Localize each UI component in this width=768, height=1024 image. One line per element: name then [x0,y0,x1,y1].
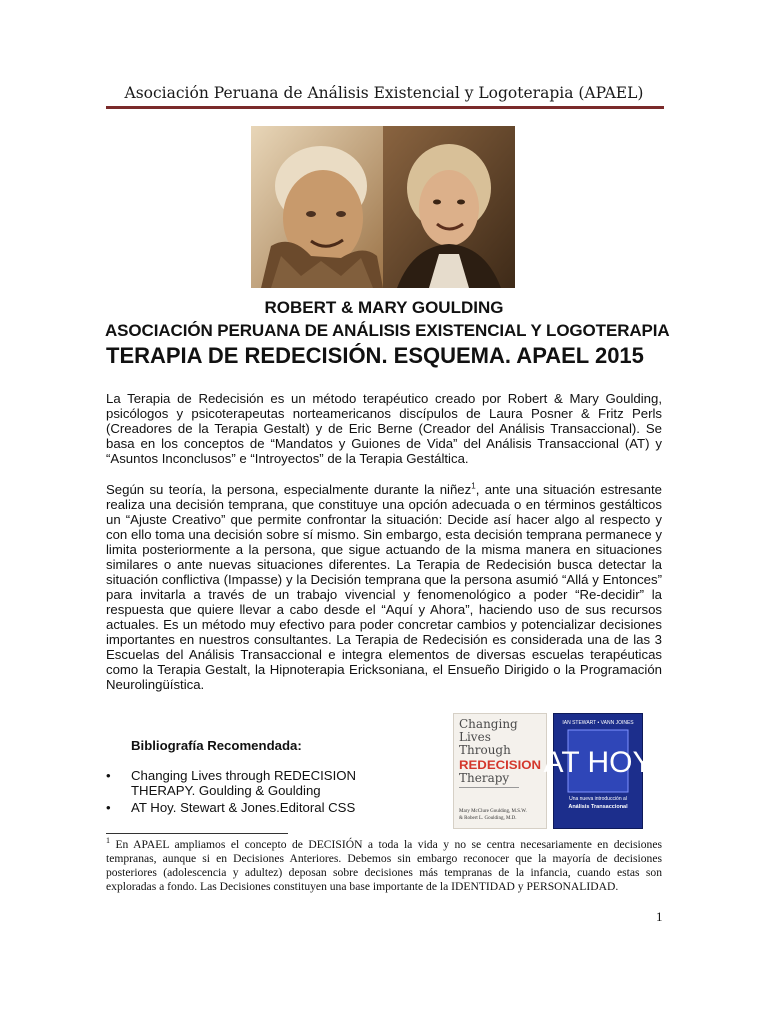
bullet-icon: • [106,800,111,815]
theory-text-start: Según su teoría, la persona, especialmente durante la niñez [106,482,472,497]
bibliography-item-at-hoy: AT Hoy. Stewart & Jones.Editoral CSS [131,800,356,815]
header-divider [106,106,664,109]
footnote-reference[interactable]: 1 [471,481,476,491]
book1-line3: Through [459,743,511,757]
book-cover-art [454,714,546,828]
page-header: Asociación Peruana de Análisis Existencial y Logoterapia (APAEL) [124,84,644,102]
footnote-marker: 1 [106,836,110,846]
theory-paragraph [106,482,662,692]
book1-author1: Mary McClure Goulding, M.S.W. [459,809,527,814]
book1-line1: Changing [459,717,518,731]
association-heading: ASOCIACIÓN PERUANA DE ANÁLISIS EXISTENCIAL Y LOGOTERAPIA [105,321,670,340]
book2-title: AT HOY [543,746,653,779]
book1-line2: Lives [459,730,491,744]
footnote-divider [106,833,288,834]
book2-subtitle2: Análisis Transaccional [568,804,628,810]
book1-author2: & Robert L. Goulding, M.D. [459,816,517,821]
bibliography-title: Bibliografía Recomendada: [131,738,302,753]
list-item [106,768,406,798]
book-cover-at-hoy [543,713,653,829]
document-title: TERAPIA DE REDECISIÓN. ESQUEMA. APAEL 2015 [106,343,644,368]
footnote-text: En APAEL ampliamos el concepto de DECISIÓN a toda la vida y no se centra necesariamente en decisiones tempranas, aunque si en Decisiones Anteriores. Debemos sin embargo reconocer que la mayoría de decisiones posteriores (adolescencia y adultez) deposan sobre decisiones más tempranas de la infancia, cuando estas son exploradas a fondo. Las Decisiones constituyen una base importante de la IDENTIDAD y PERSONALIDAD. [106,838,662,893]
bibliography-list [106,768,406,817]
bullet-icon: • [106,768,111,783]
book2-authors: IAN STEWART • VANN JOINES [562,720,634,726]
book1-line5: Therapy [459,771,510,785]
book2-cover-art [543,714,653,828]
authors-heading: ROBERT & MARY GOULDING [264,298,504,317]
photo-mary-goulding [383,126,515,288]
photo-robert-goulding [251,126,383,288]
book2-subtitle1: Una nueva introducción al [569,796,627,802]
author-photos [251,126,515,288]
footnote [106,838,662,894]
page-number: 1 [656,909,663,924]
theory-text-rest: , ante una situación estresante realiza una decisión temprana, que constituye una opción adecuada o en términos gestálticos un “Ajuste Creativo” que permite confrontar la situación: Decide así hacer algo al respecto y con ello toma una decisión sobre sí mismo. Sin embargo, esta decisión temprana permanece y limita posteriormente a la persona, que sigue actuando de la misma manera en situaciones similares o ante nuevas situaciones diferentes. La Terapia de Redecisión busca detectar la situación conflictiva (Impasse) y la Decisión temprana que la persona asumió “Allá y Entonces” para invitarla a través de un trabajo vivencial y fenomenológico a poder “Re-decidir” la respuesta que quiere llevar a cabo desde el “Aquí y Ahora”, haciendo uso de sus recursos actuales. Es un método muy efectivo para poder concretar cambios y potencializar decisiones importantes en nuestros consultantes. La Terapia de Redecisión es considerada una de las 3 Escuelas del Análisis Transaccional e integra elementos de diversas escuelas terapéuticas como la Terapia Gestalt, la Hipnoterapia Ericksoniana, el Ensueño Dirigido o la Programación Neurolingüística. [106,482,662,692]
intro-paragraph: La Terapia de Redecisión es un método terapéutico creado por Robert & Mary Goulding, psicólogos y psicoterapeutas norteamericanos discípulos de Laura Posner & Fritz Perls (Creadores de la Terapia Gestalt) y de Eric Berne (Creador del Análisis Transaccional). Se basa en los conceptos de “Mandatos y Guiones de Vida” del Análisis Transaccional (AT) y “Asuntos Inconclusos” e “Introyectos” de la Terapia Gestáltica. [106,391,662,466]
list-item [106,800,406,815]
bibliography-item-changing-lives: Changing Lives through REDECISION THERAPY. Goulding & Goulding [131,768,357,798]
book-cover-changing-lives [453,713,547,829]
book1-line4: REDECISION [459,758,541,772]
